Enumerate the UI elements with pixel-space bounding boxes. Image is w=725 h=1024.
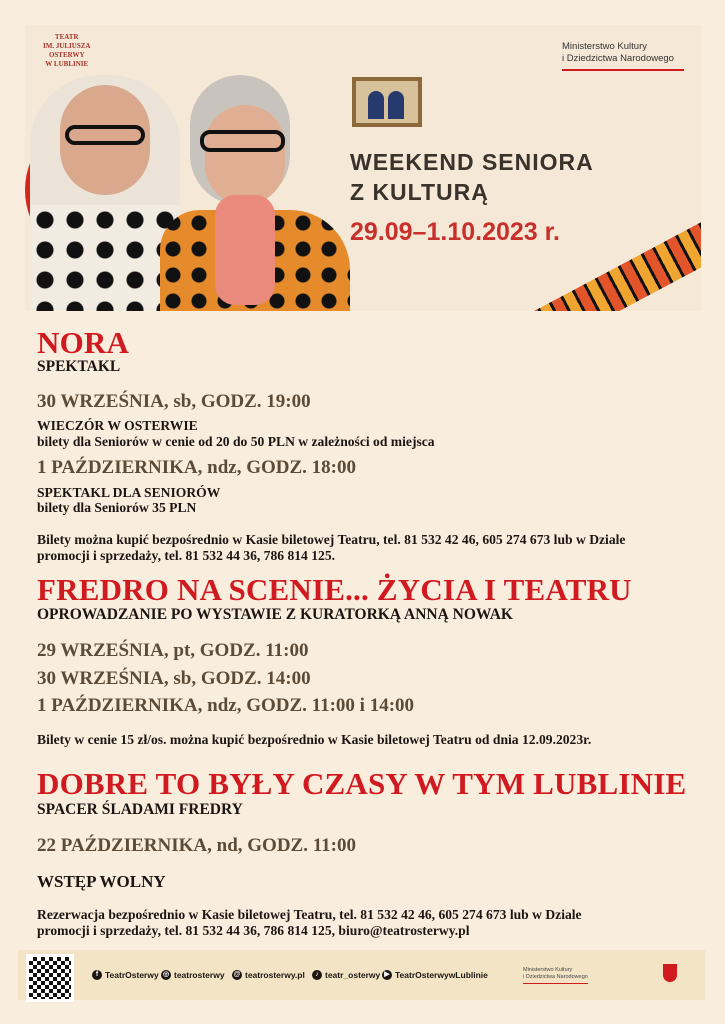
social-youtube[interactable]: ▶ TeatrOsterwywLublinie <box>382 970 488 980</box>
event-date: 30 WRZEŚNIA, sb, GODZ. 19:00 <box>37 391 311 412</box>
event-subtitle: OPROWADZANIE PO WYSTAWIE Z KURATORKĄ ANNĄ NOWAK <box>37 606 513 623</box>
senior-man-image <box>30 75 180 311</box>
social-tiktok[interactable]: ♪ teatr_osterwy <box>312 970 380 980</box>
event-subtitle: SPACER ŚLADAMI FREDRY <box>37 801 243 818</box>
event-date: 29 WRZEŚNIA, pt, GODZ. 11:00 <box>37 640 309 661</box>
event-label: WIECZÓR W OSTERWIE <box>37 418 198 433</box>
theatre-logo: TEATR IM. JULIUSZA OSTERWY W LUBLINIE <box>43 33 91 68</box>
event-banner <box>25 25 701 311</box>
event-label: SPEKTAKL DLA SENIORÓW <box>37 485 221 500</box>
social-facebook[interactable]: f TeatrOsterwy <box>92 970 159 980</box>
qr-code[interactable] <box>26 954 74 1002</box>
event-date: 1 PAŹDZIERNIKA, ndz, GODZ. 11:00 i 14:00 <box>37 695 415 716</box>
facebook-icon: f <box>92 970 102 980</box>
footer-ministry-logo: Ministerstwo Kultury i Dziedzictwa Narodowego <box>523 967 588 984</box>
youtube-icon: ▶ <box>382 970 392 980</box>
event-price: bilety dla Seniorów 35 PLN <box>37 500 197 515</box>
event-info: Rezerwacja bezpośrednio w Kasie biletowej Teatru, tel. 81 532 42 46, 605 274 673 lub w Dziale <box>37 907 582 922</box>
event-subtitle: SPEKTAKL <box>37 358 121 375</box>
tiktok-icon: ♪ <box>312 970 322 980</box>
footer <box>18 950 705 1000</box>
event-title: FREDRO NA SCENIE... ŻYCIA I TEATRU <box>37 572 632 607</box>
social-instagram[interactable]: ◎ teatrosterwy <box>162 970 225 980</box>
event-info: promocji i sprzedaży, tel. 81 532 44 36, 786 814 125. <box>37 548 336 563</box>
ministry-logo: Ministerstwo Kultury i Dziedzictwa Narodowego <box>562 41 684 71</box>
senior-woman-image <box>160 75 350 311</box>
event-date: 1 PAŹDZIERNIKA, ndz, GODZ. 18:00 <box>37 457 356 478</box>
event-info: Bilety w cenie 15 zł/os. można kupić bezpośrednio w Kasie biletowej Teatru od dnia 12.09.2023r. <box>37 732 592 747</box>
event-price: bilety dla Seniorów w cenie od 20 do 50 PLN w zależności od miejsca <box>37 434 435 449</box>
banner-dates: 29.09–1.10.2023 r. <box>350 218 560 246</box>
social-web[interactable]: @ teatrosterwy.pl <box>233 970 305 980</box>
event-title: NORA <box>37 325 130 360</box>
framed-portrait <box>352 77 422 127</box>
banner-title: WEEKEND SENIORA Z KULTURĄ <box>350 149 594 205</box>
free-entry: WSTĘP WOLNY <box>37 872 166 891</box>
event-date: 22 PAŹDZIERNIKA, nd, GODZ. 11:00 <box>37 835 357 856</box>
event-info: promocji i sprzedaży, tel. 81 532 44 36, 786 814 125, biuro@teatrosterwy.pl <box>37 923 470 938</box>
event-title: DOBRE TO BYŁY CZASY W TYM LUBLINIE <box>37 766 687 801</box>
event-info: Bilety można kupić bezpośrednio w Kasie biletowej Teatru, tel. 81 532 42 46, 605 274 673 lub w Dziale <box>37 532 626 547</box>
web-icon: @ <box>233 971 241 978</box>
instagram-icon: ◎ <box>162 971 170 978</box>
region-coat-of-arms <box>663 964 677 982</box>
event-date: 30 WRZEŚNIA, sb, GODZ. 14:00 <box>37 668 311 689</box>
